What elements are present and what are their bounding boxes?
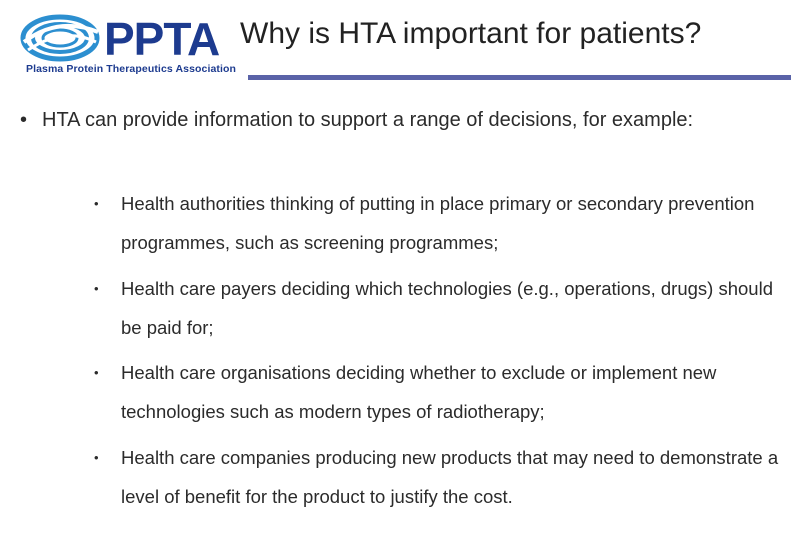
sub-bullet-item [94, 438, 794, 516]
main-bullet [20, 100, 780, 140]
bullet-marker: • [94, 281, 99, 296]
sub-bullet-text: Health care payers deciding which technologies (e.g., operations, drugs) should be paid for; [121, 278, 773, 338]
sub-bullet-text: Health authorities thinking of putting in place primary or secondary prevention programmes, such as screening programmes; [121, 193, 755, 253]
sub-bullet-item [94, 269, 794, 347]
logo-subtitle: Plasma Protein Therapeutics Association [26, 63, 237, 75]
page-title: Why is HTA important for patients? [240, 17, 702, 50]
bullet-marker: • [94, 196, 99, 211]
sub-bullet-item [94, 353, 794, 431]
sub-bullet-text: Health care organisations deciding whether to exclude or implement new technologies such as modern types of radiotherapy; [121, 362, 717, 422]
sub-bullet-item [94, 184, 794, 262]
bullet-marker: • [94, 365, 99, 380]
sub-bullet-text: Health care companies producing new products that may need to demonstrate a level of benefit for the product to justify the cost. [121, 447, 779, 507]
bullet-marker: • [94, 450, 99, 465]
main-bullet-text: HTA can provide information to support a range of decisions, for example: [42, 109, 694, 131]
bullet-marker: • [20, 109, 28, 131]
logo-wordmark: PPTA [104, 13, 220, 65]
